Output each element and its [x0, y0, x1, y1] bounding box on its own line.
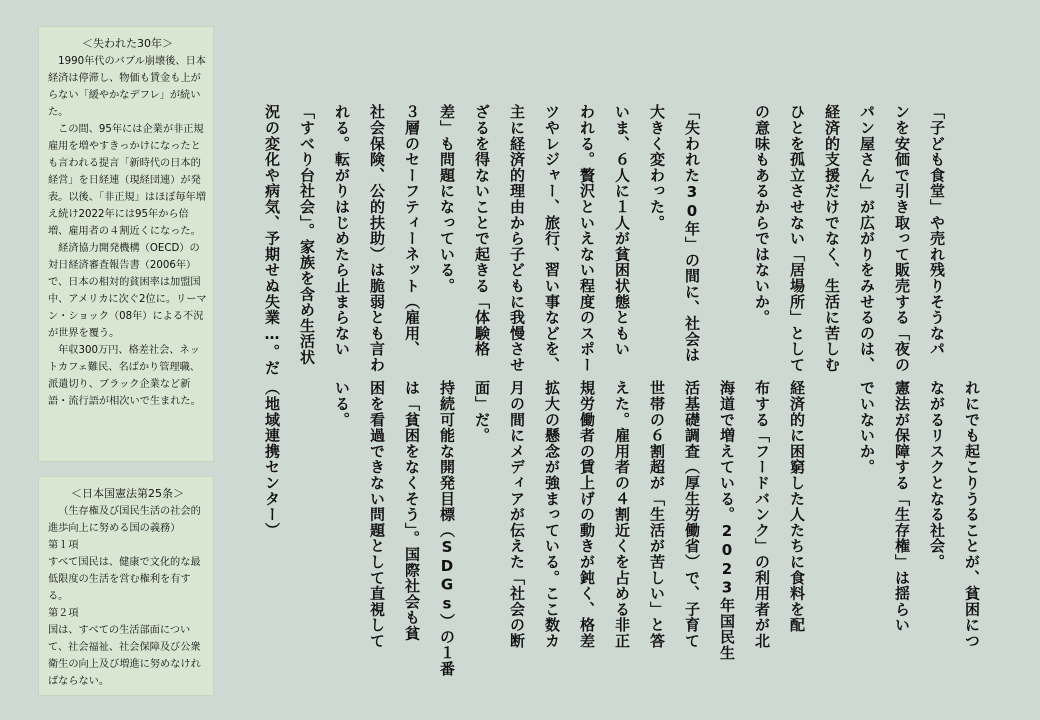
- sidebar-body: [48, 503, 207, 690]
- article-line: ンを安価で引き取って販売する「夜の: [893, 104, 911, 373]
- article-line: れにでも起こりうることが、貧困につ: [963, 380, 981, 649]
- article-line: 活基礎調査（厚生労働省）で、子育て: [683, 380, 701, 649]
- article-line: [709, 104, 744, 376]
- article-line: 面」だ。: [473, 380, 491, 444]
- article-line: 主に経済的理由から子どもに我慢させ: [508, 104, 526, 373]
- article-line: 海道で増えている。2023年国民生: [718, 380, 736, 661]
- article-line: 持続可能な開発目標（SDGs）の１番: [438, 380, 456, 677]
- sidebar-constitution-article-25: [38, 476, 214, 696]
- article-line: （地域連携センター）: [263, 380, 281, 538]
- article-line: 社会保険、公的扶助）は脆弱とも言わ: [368, 104, 386, 373]
- article-line: 規労働者の賃上げの動きが鈍く、格差: [578, 380, 596, 649]
- sidebar-title: ＜失われた30年＞: [82, 37, 173, 50]
- article-line: 経済的に困窮した人たちに食料を配: [788, 380, 806, 633]
- article-line: 「すべり台社会」。家族を含め生活状: [298, 104, 316, 366]
- article-line: [814, 380, 849, 676]
- article-line: 布する「フードバンク」の利用者が北: [753, 380, 771, 649]
- sidebar-paragraph: 第１項: [48, 540, 79, 551]
- article-line: 況の変化や病気、予期せぬ失業…。だ: [263, 104, 281, 376]
- article-line: ツやレジャー、旅行、習い事などを、: [543, 104, 561, 373]
- sidebar-title: ＜日本国憲法第25条＞: [71, 487, 184, 500]
- article-line: いま、６人に１人が貧困状態ともい: [613, 104, 631, 357]
- article-line: 差」も問題になっている。: [438, 104, 456, 294]
- article-line: パン屋さん」が広がりをみせるのは、: [858, 104, 876, 373]
- article-upper-block: [254, 104, 954, 376]
- sidebar-paragraph: 年収300万円、格差社会、ネットカフェ難民、名ばかり管理職、派遣切り、ブラック企業など新語・流行語が相次いで生まれた。: [48, 345, 201, 407]
- article-line: れる。転がりはじめたら止まらない: [333, 104, 351, 357]
- sidebar-paragraph: この間、95年には企業が非正規雇用を増やすきっかけになったとも言われる提言「新時代の日本的経営」を日経連（現経団連）が発表。以後、「非正規」はほぼ毎年増え続け2022年には95年から倍増、雇用者の４割近くになった。: [48, 124, 206, 237]
- article-line: ひとを孤立させない「居場所」として: [788, 104, 806, 373]
- article-line: 「子ども食堂」や売れ残りそうなパ: [928, 104, 946, 357]
- article-line: いる。: [333, 380, 351, 428]
- sidebar-paragraph: （生存権及び国民生活の社会的進歩向上に努める国の義務）: [48, 506, 201, 534]
- sidebar-body: [48, 53, 207, 410]
- sidebar-paragraph: 第２項: [48, 608, 79, 619]
- article-line: 困を看過できない問題として直視して: [368, 380, 386, 649]
- article-line: 経済的支援だけでなく、生活に苦しむ: [823, 104, 841, 373]
- article-line: [289, 380, 324, 676]
- sidebar-paragraph: すべて国民は、健康で文化的な最低限度の生活を営む権利を有する。: [48, 557, 201, 602]
- article-line: 大きく変わった。: [648, 104, 666, 231]
- sidebar-paragraph: 1990年代のバブル崩壊後、日本経済は停滞し、物価も賃金も上がらない「緩やかなデフレ」が続いた。: [48, 56, 206, 118]
- article-lower-block: [254, 380, 989, 676]
- sidebar-paragraph: 国は、すべての生活部面について、社会福祉、社会保障及び公衆衛生の向上及び増進に努めなければならない。: [48, 625, 201, 687]
- article-line: えた。雇用者の４割近くを占める非正: [613, 380, 631, 649]
- article-line: 憲法が保障する「生存権」は揺らい: [893, 380, 911, 633]
- article-line: 月の間にメディアが伝えた「社会の断: [508, 380, 526, 649]
- article-line: は「貧困をなくそう」。国際社会も貧: [403, 380, 421, 642]
- article-line: の意味もあるからではないか。: [753, 104, 771, 326]
- article-line: でいないか。: [858, 380, 876, 475]
- article-line: ３層のセーフティーネット（雇用、: [403, 104, 421, 357]
- article-line: われる。贅沢といえない程度のスポー: [578, 104, 596, 373]
- article-line: 拡大の懸念が強まっている。ここ数カ: [543, 380, 561, 649]
- article-line: 世帯の６割超が「生活が苦しい」と答: [648, 380, 666, 649]
- article-body: [254, 104, 981, 704]
- sidebar-paragraph: 経済協力開発機構（OECD）の対日経済審査報告書（2006年）で、日本の相対的貧困率は加盟国中、アメリカに次ぐ2位に。リーマン・ショック（08年）による不況が世界を覆う。: [48, 243, 207, 339]
- sidebar-lost-30-years: [38, 26, 214, 462]
- article-line: 「失われた30年」の間に、社会は: [683, 104, 701, 363]
- article-line: ながるリスクとなる社会。: [928, 380, 946, 570]
- article-line: ざるを得ないことで起きる「体験格: [473, 104, 491, 357]
